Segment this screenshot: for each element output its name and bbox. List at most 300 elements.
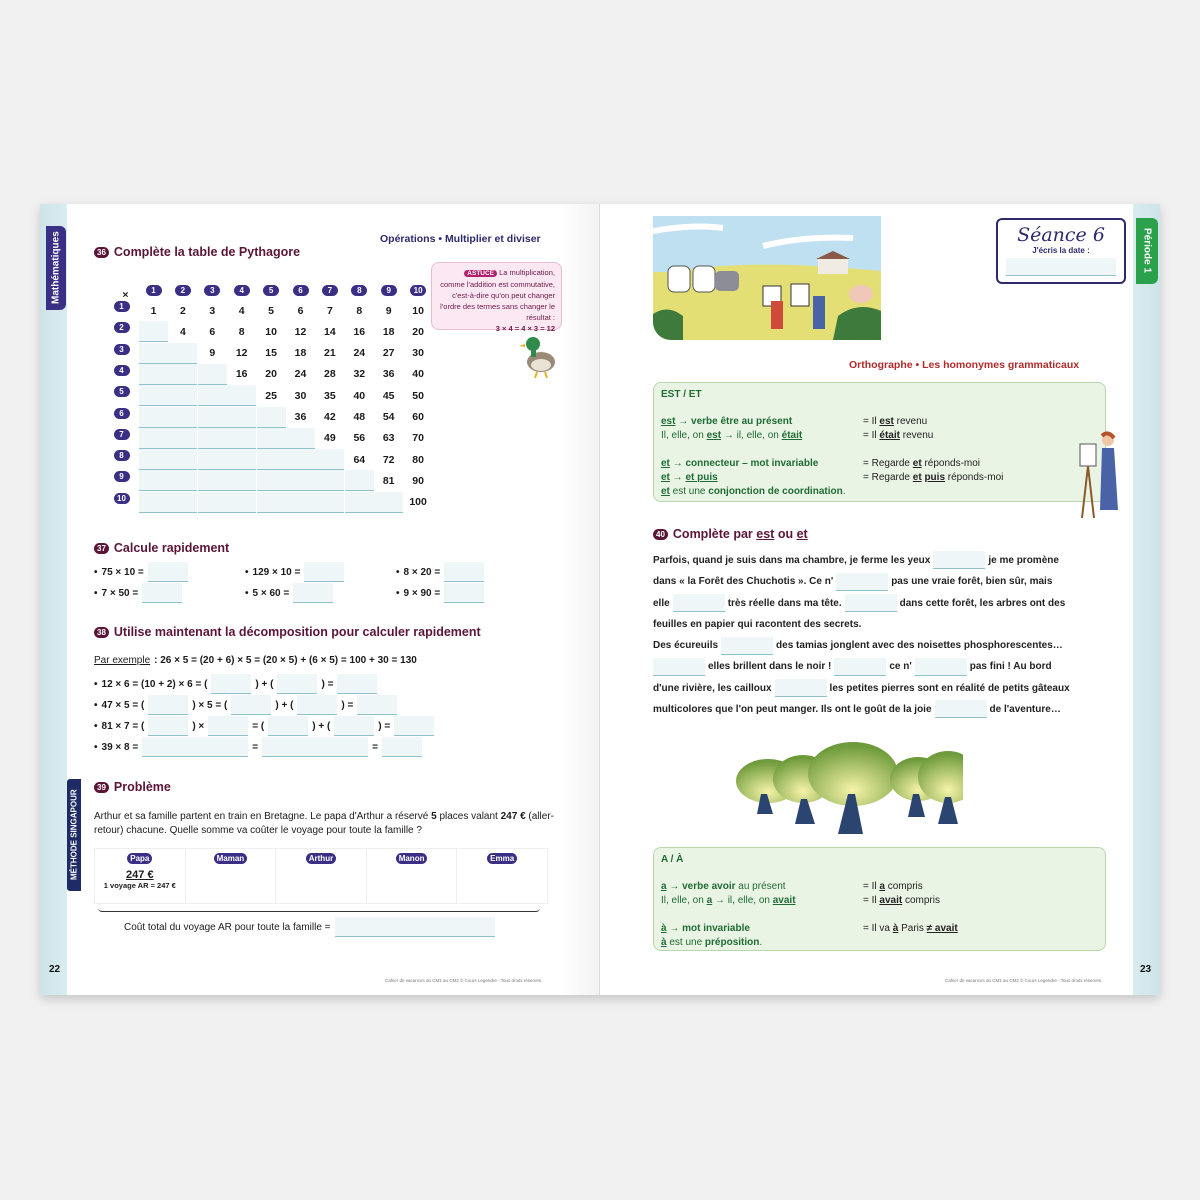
table-blank-cell[interactable] — [257, 428, 286, 449]
table-blank-cell[interactable] — [139, 449, 168, 470]
table-blank-cell[interactable] — [227, 407, 256, 428]
calc-item: • 5 × 60 = — [245, 583, 333, 603]
blank-field[interactable] — [653, 658, 705, 676]
table-blank-cell[interactable] — [227, 470, 256, 491]
table-cell: 21 — [324, 347, 336, 360]
family-label: Manon — [396, 853, 428, 864]
table-blank-cell[interactable] — [286, 449, 315, 470]
answer-field[interactable] — [148, 562, 188, 582]
seance-box — [996, 218, 1126, 284]
family-col-papa — [95, 849, 186, 903]
rule-example: = Il avait compris — [863, 895, 940, 906]
table-cell: 56 — [353, 432, 366, 445]
calc-expression: 8 × 20 = — [403, 566, 441, 578]
page-23 — [600, 204, 1153, 995]
rule-example: = Il est revenu — [863, 416, 928, 427]
table-blank-cell[interactable] — [139, 343, 168, 364]
table-cell: 20 — [412, 325, 424, 338]
exercise-title-text: Utilise maintenant la décomposition pour calculer rapidement — [113, 625, 481, 639]
column-number: 5 — [263, 285, 279, 296]
papa-amount: 247 € — [126, 869, 154, 881]
column-header — [168, 280, 197, 301]
answer-field[interactable] — [293, 583, 333, 603]
blank-field[interactable] — [933, 551, 985, 569]
rule-example: = Regarde et puis réponds-moi — [863, 472, 1004, 483]
table-cell: 50 — [412, 389, 424, 402]
blank-field[interactable] — [834, 658, 886, 676]
total-line — [124, 917, 495, 937]
decomp-text: 39 × 8 = — [101, 741, 139, 753]
exercise-title-word: est — [756, 527, 775, 541]
column-number: 3 — [204, 285, 220, 296]
table-cell: 20 — [265, 368, 277, 381]
para-text: Des écureuils — [653, 640, 719, 652]
table-blank-cell[interactable] — [345, 470, 374, 491]
decomp-text: ) + ( — [312, 720, 331, 732]
blank-field[interactable] — [845, 594, 897, 612]
table-cell: 63 — [382, 432, 395, 445]
example-label: Par exemple — [94, 655, 151, 666]
table-blank-cell[interactable] — [315, 470, 344, 491]
answer-field[interactable] — [444, 583, 484, 603]
table-cell: 1 — [150, 304, 157, 317]
table-cell: 10 — [412, 304, 424, 317]
answer-field[interactable] — [337, 674, 377, 694]
row-header — [107, 381, 136, 402]
decomp-text: ) = — [321, 678, 334, 690]
answer-field[interactable] — [148, 716, 188, 736]
table-cell: 5 — [268, 304, 275, 317]
table-blank-cell[interactable] — [168, 364, 197, 385]
rule-row: et → et puis — [661, 472, 718, 483]
para-text: elles brillent dans le noir ! — [708, 661, 832, 673]
table-cell: 14 — [324, 325, 336, 338]
tab-periode-1[interactable]: Période 1 — [1136, 218, 1158, 284]
table-blank-cell[interactable] — [139, 428, 168, 449]
example-line — [94, 655, 417, 666]
decomp-text: 12 × 6 = (10 + 2) × 6 = ( — [101, 678, 208, 690]
row-number: 9 — [114, 471, 130, 482]
row-number: 6 — [114, 408, 130, 419]
table-blank-cell[interactable] — [227, 385, 256, 406]
rule-example: = Il va à Paris ≠ avait — [863, 923, 958, 934]
table-blank-cell[interactable] — [168, 343, 197, 364]
table-blank-cell[interactable] — [198, 470, 227, 491]
table-blank-cell[interactable] — [286, 428, 315, 449]
para-line — [653, 571, 1108, 592]
problem-statement — [94, 810, 554, 838]
blank-field[interactable] — [673, 594, 725, 612]
para-line — [653, 593, 1108, 614]
rule-box-a — [653, 847, 1106, 951]
decomp-text: 81 × 7 = ( — [101, 720, 145, 732]
row-header — [107, 488, 136, 509]
row-number: 2 — [114, 322, 130, 333]
table-blank-cell[interactable] — [315, 449, 344, 470]
exercise-title-text: ou — [774, 527, 797, 541]
row-header — [107, 296, 136, 317]
answer-field[interactable] — [231, 695, 271, 715]
painting-farm-illustration — [653, 216, 881, 340]
table-blank-cell[interactable] — [168, 449, 197, 470]
painter-woman-icon — [1078, 430, 1124, 520]
table-cell: 7 — [326, 304, 333, 317]
calc-item: • 8 × 20 = — [396, 562, 484, 582]
column-number: 7 — [322, 285, 338, 296]
table-cell: 9 — [385, 304, 392, 317]
table-blank-cell[interactable] — [168, 428, 197, 449]
table-blank-cell[interactable] — [286, 492, 315, 513]
table-cell: 4 — [238, 304, 245, 317]
table-blank-cell[interactable] — [168, 385, 197, 406]
para-text: des tamias jonglent avec des noisettes phosphorescentes… — [776, 640, 1063, 652]
decomp-text: 47 × 5 = ( — [101, 699, 145, 711]
para-text: Parfois, quand je suis dans ma chambre, je ferme les yeux — [653, 555, 931, 566]
table-cell: 45 — [382, 389, 395, 402]
table-blank-cell[interactable] — [168, 407, 197, 428]
astuce-box — [431, 262, 562, 333]
calc-expression: 7 × 50 = — [101, 587, 139, 599]
decomp-text: ) + ( — [255, 678, 274, 690]
answer-field[interactable] — [262, 737, 368, 757]
table-cell: 8 — [356, 304, 363, 317]
row-number: 8 — [114, 450, 130, 461]
row-header — [107, 339, 136, 360]
row-number: 3 — [114, 344, 130, 355]
exercise-title-text: Complète par — [672, 527, 757, 541]
table-cell: 54 — [382, 411, 395, 423]
answer-field[interactable] — [211, 674, 251, 694]
para-line — [653, 635, 1108, 656]
column-number: 8 — [351, 285, 367, 296]
answer-field[interactable] — [142, 583, 182, 603]
column-number: 9 — [381, 285, 397, 296]
para-text: pas fini ! Au bord — [969, 661, 1052, 673]
family-col-emma[interactable] — [457, 849, 547, 903]
row-number: 5 — [114, 386, 130, 397]
para-text: feuilles en papier qui racontent des secrets. — [653, 618, 862, 630]
column-header — [227, 280, 256, 301]
calc-expression: 75 × 10 = — [101, 566, 144, 578]
row-header — [107, 466, 136, 487]
calc-item: • 129 × 10 = — [245, 562, 344, 582]
answer-field[interactable] — [444, 562, 484, 582]
decomp-text: ) × 5 = ( — [192, 699, 228, 711]
row-number: 7 — [114, 429, 130, 440]
exercise-number: 39 — [94, 782, 109, 793]
example-text: : 26 × 5 = (20 + 6) × 5 = (20 × 5) + (6 × 5) = 100 + 30 = 130 — [154, 655, 417, 666]
table-blank-cell[interactable] — [139, 470, 168, 491]
answer-field[interactable] — [357, 695, 397, 715]
problem-bold: 247 € — [500, 811, 526, 822]
multiply-corner-symbol: × — [122, 288, 129, 301]
table-cell: 90 — [412, 474, 424, 487]
table-cell: 42 — [324, 411, 336, 423]
calc-item: • 9 × 90 = — [396, 583, 484, 603]
para-text: ce n' — [889, 661, 912, 673]
table-cell: 12 — [294, 325, 307, 338]
table-cell: 36 — [294, 411, 307, 423]
table-cell: 18 — [294, 347, 307, 360]
blank-field[interactable] — [935, 700, 987, 718]
rule-row: à → mot invariable — [661, 923, 750, 934]
decomp-text: = — [372, 741, 378, 753]
para-text: pas une vraie forêt, bien sûr, mais — [891, 576, 1053, 588]
table-blank-cell[interactable] — [227, 492, 256, 513]
duck-illustration-icon — [517, 332, 561, 378]
table-cell: 6 — [209, 325, 216, 338]
exercise-39-title — [94, 780, 171, 794]
table-blank-cell[interactable] — [139, 407, 168, 428]
problem-text: places valant — [436, 811, 501, 822]
para-line — [653, 614, 1108, 635]
rule-example: = Il a compris — [863, 881, 923, 892]
rule-row: est → verbe être au présent — [661, 416, 793, 427]
answer-field[interactable] — [268, 716, 308, 736]
row-number: 4 — [114, 365, 130, 376]
calc-expression: 129 × 10 = — [252, 566, 301, 578]
decomp-text: ) = — [378, 720, 391, 732]
rule-box-title: EST / ET — [661, 389, 702, 400]
rule-example: = Regarde et réponds-moi — [863, 458, 981, 469]
decomp-line: • 12 × 6 = (10 + 2) × 6 = ( ) + ( ) = — [94, 674, 377, 694]
workbook-spread — [40, 204, 1160, 995]
date-input[interactable] — [1006, 258, 1116, 276]
table-cell: 30 — [294, 389, 307, 402]
table-blank-cell[interactable] — [345, 492, 374, 513]
page-number-23: 23 — [1140, 964, 1152, 975]
column-header — [345, 280, 374, 301]
table-blank-cell[interactable] — [198, 364, 227, 385]
table-cell: 36 — [382, 368, 395, 381]
table-cell: 72 — [382, 453, 395, 466]
trees-illustration-icon — [733, 739, 963, 839]
column-header — [315, 280, 344, 301]
table-blank-cell[interactable] — [139, 385, 168, 406]
answer-field[interactable] — [142, 737, 248, 757]
exercise-number: 37 — [94, 543, 109, 554]
exercise-title-text: Complète la table de Pythagore — [113, 245, 301, 259]
table-blank-cell[interactable] — [139, 492, 168, 513]
column-header — [404, 280, 433, 301]
rule-row: a → verbe avoir au présent — [661, 881, 786, 892]
calc-item: • 7 × 50 = — [94, 583, 182, 603]
table-cell: 16 — [353, 325, 366, 338]
row-header — [107, 403, 136, 424]
date-label: J'écris la date : — [1032, 246, 1090, 255]
tab-mathematiques[interactable]: Mathématiques — [46, 226, 66, 310]
blank-field[interactable] — [775, 679, 827, 697]
table-cell: 4 — [179, 325, 186, 338]
table-cell: 15 — [265, 347, 277, 360]
table-cell: 24 — [294, 368, 307, 381]
table-blank-cell[interactable] — [198, 428, 227, 449]
table-cell: 81 — [382, 474, 395, 487]
astuce-formula: 3 × 4 = 4 × 3 = 12 — [495, 324, 555, 333]
blank-field[interactable] — [721, 637, 773, 655]
decomp-text: ) + ( — [275, 699, 294, 711]
problem-text: (aller-retour) chacune. Quelle somme va coûter le voyage pour toute la famille ? — [94, 811, 554, 836]
answer-field[interactable] — [382, 737, 422, 757]
answer-field[interactable] — [208, 716, 248, 736]
column-number: 1 — [146, 285, 162, 296]
column-header — [374, 280, 403, 301]
exercise-title-text: Problème — [113, 780, 171, 794]
answer-field[interactable] — [148, 695, 188, 715]
problem-bold: 5 — [431, 811, 437, 822]
table-blank-cell[interactable] — [227, 428, 256, 449]
decomp-line: • 81 × 7 = ( ) × = ( ) + ( ) = — [94, 716, 434, 736]
para-text: multicolores que l'on peut manger. Ils ont le goût de la joie — [653, 704, 932, 716]
answer-field[interactable] — [297, 695, 337, 715]
total-label: Coût total du voyage AR pour toute la famille = — [124, 921, 331, 933]
section-tag-operations: Opérations • Multiplier et diviser — [380, 233, 541, 245]
problem-text: Arthur et sa famille partent en train en Bretagne. Le papa d'Arthur a réservé — [94, 811, 432, 822]
para-text: d'une rivière, les cailloux — [653, 682, 772, 694]
rule-example: = Il était revenu — [863, 430, 934, 441]
tab-methode-singapour: MÉTHODE SINGAPOUR — [67, 779, 81, 891]
answer-field[interactable] — [304, 562, 344, 582]
column-number: 2 — [175, 285, 191, 296]
table-cell: 8 — [238, 325, 245, 338]
decomp-text: = — [252, 741, 259, 753]
para-text: les petites pierres sont en réalité de petits gâteaux — [829, 682, 1070, 694]
para-line — [653, 656, 1108, 677]
row-header — [107, 317, 136, 338]
row-header — [107, 424, 136, 445]
table-cell: 18 — [382, 325, 395, 338]
answer-field[interactable] — [394, 716, 434, 736]
exercise-36-title — [94, 245, 300, 259]
family-label: Maman — [214, 853, 248, 864]
table-blank-cell[interactable] — [257, 470, 286, 491]
table-blank-cell[interactable] — [198, 449, 227, 470]
para-line — [653, 699, 1108, 720]
column-number: 4 — [234, 285, 250, 296]
left-edge — [40, 204, 67, 995]
exercise-number: 40 — [653, 529, 668, 540]
decomp-text: ) × — [192, 720, 205, 732]
table-cell: 64 — [353, 453, 366, 466]
fill-in-paragraph — [653, 550, 1108, 720]
answer-field[interactable] — [277, 674, 317, 694]
blank-field[interactable] — [915, 658, 967, 676]
total-brace — [98, 908, 540, 912]
row-number: 10 — [114, 493, 130, 504]
section-tag-orthographe: Orthographe • Les homonymes grammaticaux — [849, 359, 1080, 371]
exercise-title-word: et — [796, 527, 808, 541]
column-header — [286, 280, 315, 301]
blank-field[interactable] — [836, 573, 888, 591]
table-blank-cell[interactable] — [257, 449, 286, 470]
table-cell: 40 — [412, 368, 424, 381]
table-cell: 24 — [353, 347, 366, 360]
column-number: 6 — [293, 285, 309, 296]
family-bar-model — [94, 848, 548, 904]
column-number: 10 — [410, 285, 426, 296]
calc-expression: 5 × 60 = — [252, 587, 290, 599]
exercise-number: 38 — [94, 627, 109, 638]
astuce-text: La multiplication, comme l'addition est commutative, c'est-à-dire qu'on peut changer l'ordre des termes sans changer le résultat : — [440, 268, 555, 322]
row-header — [107, 445, 136, 466]
para-text: je me promène — [988, 555, 1059, 566]
family-col-manon[interactable] — [367, 849, 458, 903]
para-text: de l'aventure… — [989, 704, 1061, 716]
table-blank-cell[interactable] — [374, 492, 403, 513]
table-cell: 100 — [409, 496, 427, 509]
table-cell: 32 — [353, 368, 366, 381]
table-cell: 28 — [324, 368, 336, 381]
total-answer-field[interactable] — [335, 917, 495, 937]
family-label: Papa — [127, 853, 152, 864]
rule-box-est-et — [653, 382, 1106, 502]
table-cell: 9 — [209, 347, 216, 360]
table-cell: 2 — [179, 304, 186, 317]
table-blank-cell[interactable] — [198, 385, 227, 406]
table-cell: 48 — [353, 411, 366, 423]
table-cell: 6 — [297, 304, 304, 317]
papa-note: 1 voyage AR = 247 € — [103, 881, 176, 890]
exercise-title-text: Calcule rapidement — [113, 541, 230, 555]
table-cell: 25 — [265, 389, 277, 402]
rule-box-title: A / À — [661, 854, 684, 865]
exercise-38-title — [94, 625, 481, 639]
table-cell: 80 — [412, 453, 424, 466]
exercise-number: 36 — [94, 247, 109, 258]
decomp-line: • 39 × 8 = = = — [94, 737, 422, 757]
column-header — [198, 280, 227, 301]
column-header — [257, 280, 286, 301]
family-col-maman[interactable] — [186, 849, 277, 903]
table-cell: 30 — [412, 347, 424, 360]
copyright-footer: Cahier de vacances du CM1 au CM2 © Cours Legendre - Tous droits réservés. — [385, 978, 543, 983]
table-blank-cell[interactable] — [168, 470, 197, 491]
para-text: très réelle dans ma tête. — [727, 597, 842, 609]
family-col-arthur[interactable] — [276, 849, 367, 903]
column-header — [139, 280, 168, 301]
table-blank-cell[interactable] — [139, 321, 168, 342]
table-blank-cell[interactable] — [198, 407, 227, 428]
answer-field[interactable] — [334, 716, 374, 736]
calc-item: • 75 × 10 = — [94, 562, 188, 582]
table-blank-cell[interactable] — [227, 449, 256, 470]
para-text: dans « la Forêt des Chuchotis ». Ce n' — [653, 576, 834, 588]
rule-row: et → connecteur – mot invariable — [661, 458, 819, 469]
decomp-text: ) = — [341, 699, 354, 711]
family-label: Emma — [487, 853, 517, 864]
rule-row: Il, elle, on est → il, elle, on était — [661, 430, 803, 441]
table-blank-cell[interactable] — [168, 492, 197, 513]
table-cell: 27 — [382, 347, 395, 360]
table-blank-cell[interactable] — [257, 407, 286, 428]
table-blank-cell[interactable] — [257, 492, 286, 513]
para-line — [653, 678, 1108, 699]
para-line — [653, 550, 1108, 571]
table-cell: 16 — [235, 368, 248, 381]
table-cell: 49 — [324, 432, 336, 445]
page-number-22: 22 — [49, 964, 61, 975]
calc-expression: 9 × 90 = — [403, 587, 441, 599]
table-cell: 3 — [209, 304, 216, 317]
para-text: elle — [653, 597, 670, 609]
table-blank-cell[interactable] — [286, 470, 315, 491]
decomp-line: • 47 × 5 = ( ) × 5 = ( ) + ( ) = — [94, 695, 397, 715]
copyright-footer: Cahier de vacances du CM1 au CM2 © Cours Legendre - Tous droits réservés. — [945, 978, 1103, 983]
table-blank-cell[interactable] — [139, 364, 168, 385]
table-blank-cell[interactable] — [198, 492, 227, 513]
table-cell: 35 — [324, 389, 336, 402]
table-blank-cell[interactable] — [315, 492, 344, 513]
